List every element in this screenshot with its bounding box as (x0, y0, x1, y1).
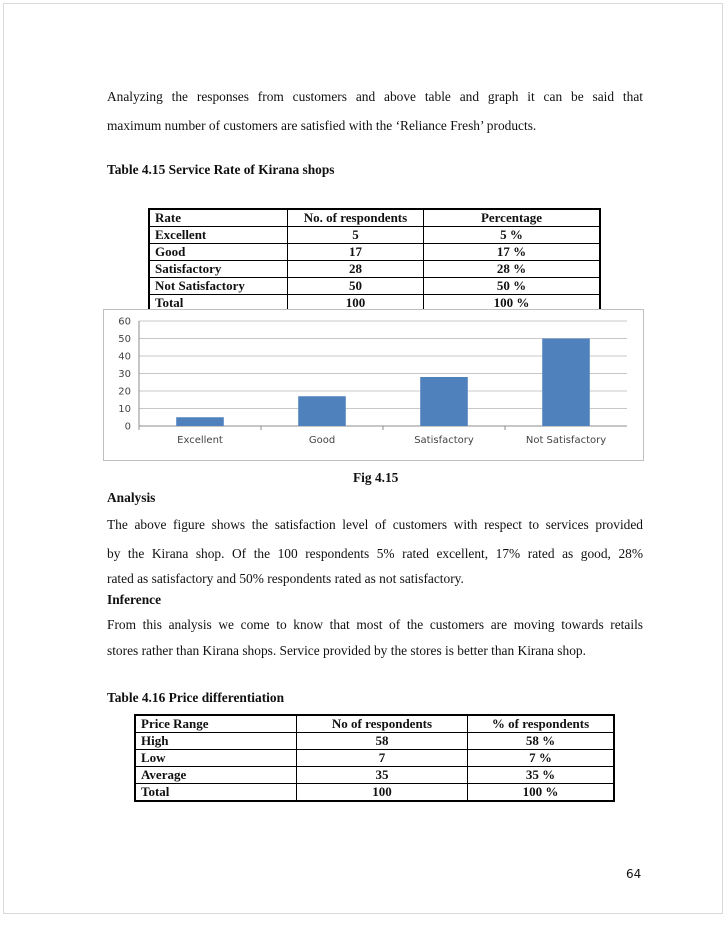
cell-respondents: 5 (288, 227, 424, 244)
x-tick-label: Satisfactory (414, 435, 474, 446)
cell-percentage: 17 % (424, 244, 601, 261)
y-tick-label: 30 (118, 369, 131, 380)
header-percentage: Percentage (424, 209, 601, 227)
analysis-line-2: by the Kirana shop. Of the 100 respondents 5% rated excellent, 17% rated as good, 28% (107, 546, 643, 561)
header-price-range: Price Range (135, 715, 297, 733)
x-tick-label: Excellent (177, 435, 223, 446)
table-row (149, 244, 600, 261)
header-respondents: No. of respondents (288, 209, 424, 227)
bar (542, 339, 590, 427)
cell-respondents: 58 (297, 733, 468, 750)
page-number: 64 (626, 867, 642, 881)
cell-price-range: Average (135, 767, 297, 784)
cell-percentage: 5 % (424, 227, 601, 244)
cell-rate: Satisfactory (149, 261, 288, 278)
table1-title: Table 4.15 Service Rate of Kirana shops (107, 162, 335, 177)
cell-respondents: 100 (288, 295, 424, 313)
inference-heading: Inference (107, 592, 162, 607)
bar (298, 396, 346, 426)
x-tick-label: Good (308, 435, 336, 446)
table-row (149, 227, 600, 244)
intro-line-1: Analyzing the responses from customers and above table and graph it can be said that (107, 89, 643, 104)
table2-title: Table 4.16 Price differentiation (107, 690, 285, 705)
figure-caption: Fig 4.15 (353, 470, 399, 485)
cell-percentage: 28 % (424, 261, 601, 278)
cell-percent: 58 % (468, 733, 615, 750)
cell-percentage: 50 % (424, 278, 601, 295)
table-header-row (149, 209, 600, 227)
header-percent: % of respondents (468, 715, 615, 733)
table-row (135, 767, 614, 784)
table-row (149, 278, 600, 295)
header-rate: Rate (149, 209, 288, 227)
y-tick-label: 60 (118, 316, 131, 328)
cell-price-range: High (135, 733, 297, 750)
cell-respondents: 28 (288, 261, 424, 278)
cell-price-range: Low (135, 750, 297, 767)
bar (176, 417, 224, 426)
header-respondents: No of respondents (297, 715, 468, 733)
table-row (135, 733, 614, 750)
price-differentiation-table (134, 714, 615, 802)
cell-respondents: 7 (297, 750, 468, 767)
table-header-row (135, 715, 614, 733)
x-tick-label: Not Satisfactory (525, 435, 607, 446)
bar (420, 377, 468, 426)
y-tick-label: 20 (118, 386, 131, 398)
table-row (149, 261, 600, 278)
cell-rate: Good (149, 244, 288, 261)
table-row (135, 750, 614, 767)
y-tick-label: 40 (118, 351, 131, 363)
inference-line-2: stores rather than Kirana shops. Service provided by the stores is better than Kirana shop. (107, 643, 586, 658)
y-tick-label: 10 (118, 404, 131, 415)
cell-respondents: 17 (288, 244, 424, 261)
service-rate-table (148, 208, 601, 313)
service-rate-bar-chart (103, 309, 644, 461)
analysis-heading: Analysis (107, 490, 156, 505)
cell-respondents: 35 (297, 767, 468, 784)
cell-respondents: 50 (288, 278, 424, 295)
inference-line-1: From this analysis we come to know that most of the customers are moving towards retails (107, 617, 643, 632)
y-tick-label: 50 (118, 334, 131, 345)
cell-rate: Not Satisfactory (149, 278, 288, 295)
cell-percent: 35 % (468, 767, 615, 784)
analysis-line-1: The above figure shows the satisfaction level of customers with respect to services provided (107, 517, 643, 532)
intro-line-2: maximum number of customers are satisfied with the ‘Reliance Fresh’ products. (107, 118, 537, 133)
table-total-row (135, 784, 614, 802)
cell-rate: Total (149, 295, 288, 313)
cell-respondents: 100 (297, 784, 468, 802)
cell-percentage: 100 % (424, 295, 601, 313)
analysis-line-3: rated as satisfactory and 50% respondents rated as not satisfactory. (107, 571, 464, 586)
y-tick-label: 0 (124, 421, 131, 433)
cell-percent: 7 % (468, 750, 615, 767)
cell-price-range: Total (135, 784, 297, 802)
cell-percent: 100 % (468, 784, 615, 802)
cell-rate: Excellent (149, 227, 288, 244)
